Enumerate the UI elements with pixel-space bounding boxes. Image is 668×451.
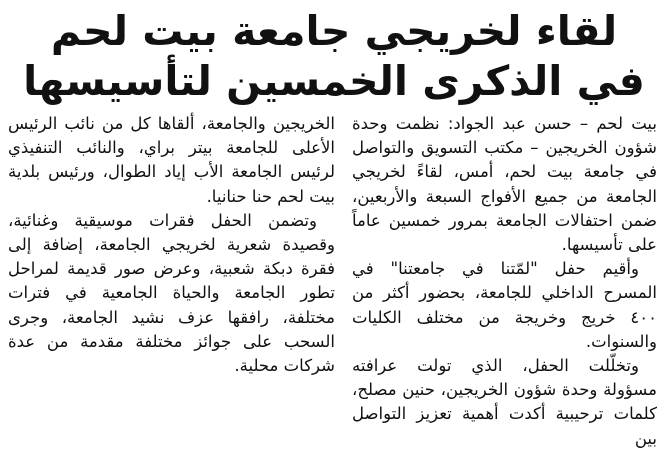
article-paragraph: الخريجين والجامعة، ألقاها كل من نائب الرئيس الأعلى للجامعة بيتر براي، والنائب التنفيذي لرئيس الجامعة الأب إياد الطوال، ورئيس بلدية بيت لحم حنا حنانيا. (8, 114, 335, 206)
headline (0, 6, 668, 106)
article-paragraph: وتخلّلت الحفل، الذي تولت عرافته مسؤولة وحدة شؤون الخريجين، حنين مصلح، كلمات ترحيبية أكدت أهمية تعزيز التواصل بين (352, 356, 657, 448)
headline-line-2: في الذكرى الخمسين لتأسيسها (23, 57, 645, 105)
headline-line-1: لقاء لخريجي جامعة بيت لحم (50, 7, 618, 55)
article-paragraph: وتضمن الحفل فقرات موسيقية وغنائية، وقصيدة شعرية لخريجي الجامعة، إضافة إلى فقرة دبكة شعبية، وعرض صور قديمة لمراحل تطور الجامعة والحياة الجامعية في فترات مختلفة، رافقها عزف نشيد الجامعة، وجرى السحب على جوائز مختلفة مقدمة من عدة شركات محلية. (8, 210, 335, 376)
article-paragraph: وأقيم حفل "لمّتنا في جامعتنا" في المسرح الداخلي للجامعة، بحضور أكثر من ٤٠٠ خريج وخريجة من مختلف الكليات والسنوات. (352, 259, 657, 351)
article-column-left (8, 112, 335, 414)
article-paragraph: بيت لحم – حسن عبد الجواد: نظمت وحدة شؤون الخريجين – مكتب التسويق والتواصل في جامعة بيت لحم، أمس، لقاءً لخريجي الجامعة من جميع الأفواج السبعة والأربعين، ضمن احتفالات الجامعة بمرور خمسين عاماً على تأسيسها. (352, 114, 657, 255)
article-column-right (352, 112, 657, 448)
